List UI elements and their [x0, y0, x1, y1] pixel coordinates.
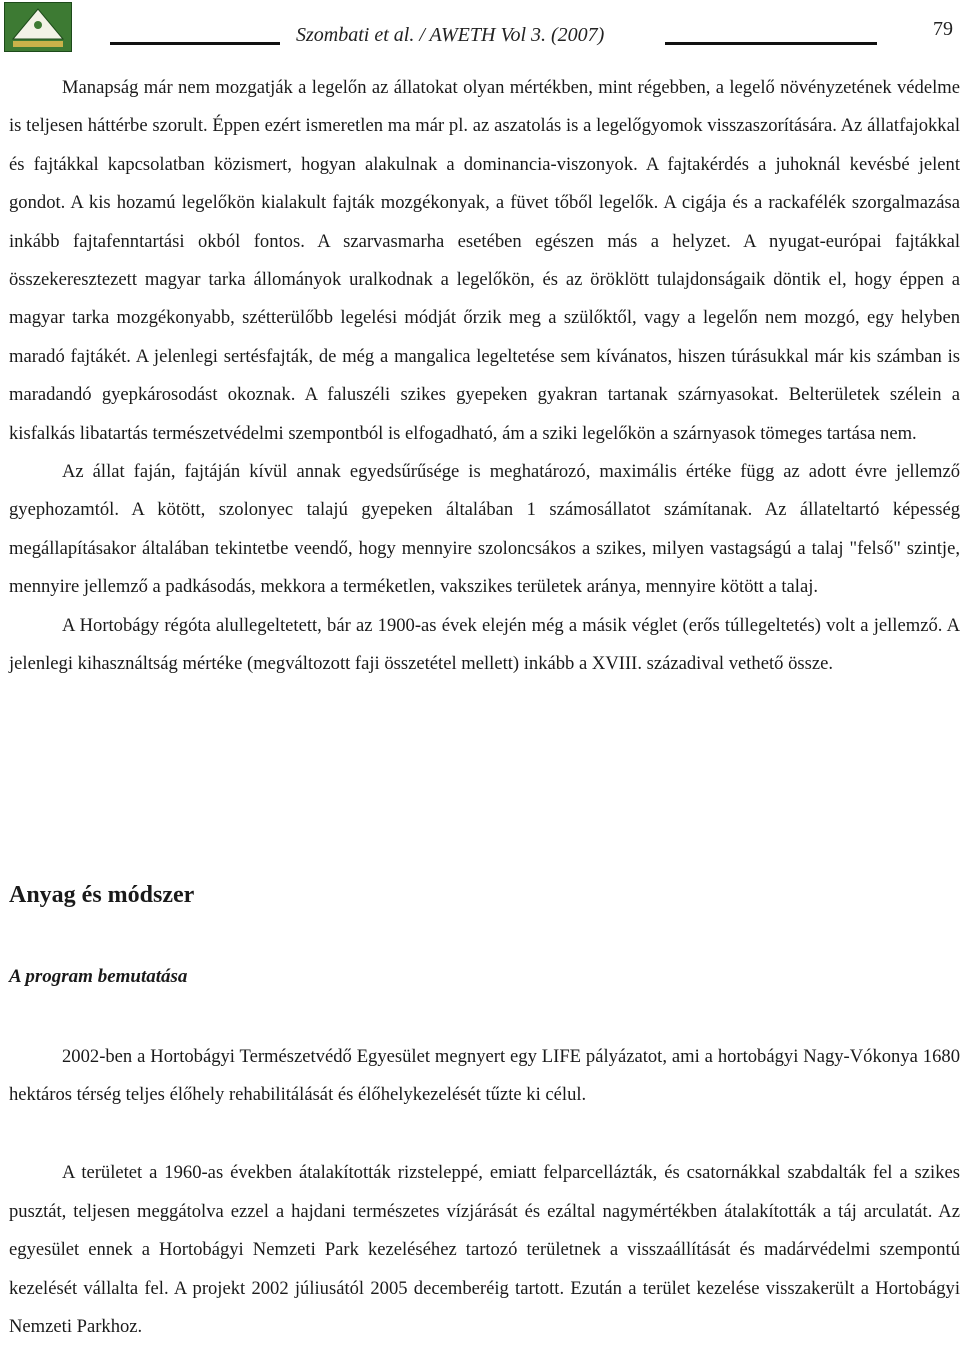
paragraph-1: Manapság már nem mozgatják a legelőn az állatokat olyan mértékben, mint régebben, a legelő növényzetének védelme is teljesen háttérbe szorult. Éppen ezért ismeretlen ma már pl. az aszatolás is a legelőgyomok visszaszorítására. Az állatfajokkal és fajtákkal kapcsolatban közismert, hogyan alakulnak a dominancia-viszonyok. A fajtakérdés a juhoknál kevésbé jelent gondot. A kis hozamú legelőkön kialakult fajták mozgékonyak, a füvet tőből legelők. A cigája és a rackafélék szorgalmazása inkább fajtafenntartási okból fontos. A szarvasmarha esetében egészen más a helyzet. A nyugat-európai fajtákkal összekeresztezett magyar tarka állományok uralkodnak a legelőkön, és az öröklött tulajdonságaik döntik el, hogy éppen a magyar tarka mozgékonyabb, szétterülőbb legelési módját őrzik meg a szülőktől, vagy a legelőn nem mozgó, egy helyben maradó fajtákét. A jelenlegi sertésfajták, de még a mangalica legeltetése sem kívánatos, hiszen túrásukkal már kis számban is maradandó gyepkárosodást okoznak. A faluszéli szikes gyepeken gyakran tartanak szárnyasokat. Belterületek szélein a kisfalkás libatartás természetvédelmi szempontból is elfogadható, ám a sziki legelőkön a szárnyasok tömeges tartása nem.: [9, 77, 960, 444]
section-body-1: [9, 1038, 960, 1115]
running-header: Szombati et al. / AWETH Vol 3. (2007): [296, 24, 605, 46]
section-paragraph-2: A területet a 1960-as években átalakították rizsteleppé, emiatt felparcellázták, és csatornákkal szabdalták fel a szikes pusztát, teljesen meggátolva ezzel a hajdani természetes vízjárását és ezáltal nagymértékben átalakították a táj arculatát. Az egyesület ennek a Hortobágyi Nemzeti Park kezeléséhez tartozó területnek a visszaállítását és madárvédelmi szempontú kezelését vállalta fel. A projekt 2002 júliusától 2005 decemberéig tartott. Ezután a terület kezelése visszakerült a Hortobágyi Nemzeti Parkhoz.: [9, 1162, 960, 1338]
section-body-2: [9, 1154, 960, 1347]
header-rule-left: [110, 42, 280, 45]
logo-icon: [5, 3, 71, 51]
subsection-heading: A program bemutatása: [9, 966, 188, 987]
page-number: 79: [933, 18, 953, 40]
body-text: [9, 69, 960, 684]
paragraph-3: A Hortobágy régóta alullegeltetett, bár az 1900-as évek elején még a másik véglet (erős túllegeltetés) volt a jellemző. A jelenlegi kihasználtság mértéke (megváltozott faji összetétel mellett) inkább a XVIII. századival vethető össze.: [9, 614, 960, 675]
journal-logo: [4, 2, 72, 52]
paragraph-2: Az állat faján, fajtáján kívül annak egyedsűrűsége is meghatározó, maximális értéke függ az adott évre jellemző gyephozamtól. A kötött, szolonyec talajú gyepeken általában 1 számosállatot számítanak. Az állateltartó képesség megállapításakor általában tekintetbe veendő, hogy mennyire szoloncsákos a szikes, milyen vastagságú a talaj "felső" szintje, mennyire jellemző a padkásodás, mekkora a terméketlen, vakszikes területek aránya, mennyire kötött a talaj.: [9, 461, 960, 598]
section-paragraph-1: 2002-ben a Hortobágyi Természetvédő Egyesület megnyert egy LIFE pályázatot, ami a hortobágyi Nagy-Vókonya 1680 hektáros térség teljes élőhely rehabilitálását és élőhelykezelését tűzte ki célul.: [9, 1046, 960, 1106]
section-heading: Anyag és módszer: [9, 882, 195, 908]
header-rule-right: [665, 42, 877, 45]
